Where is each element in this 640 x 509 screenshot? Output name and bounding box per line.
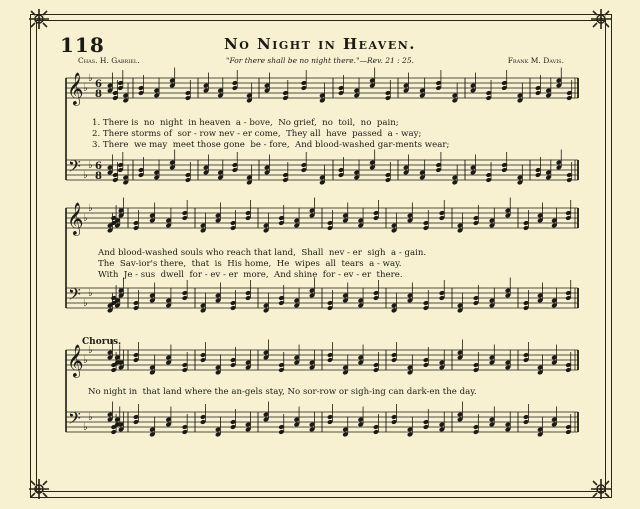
lyric-line: No night in that land where the an-gels stay, No sor-row or sigh-ing can dark-en the day.: [88, 387, 477, 397]
flat-icon: ♭: [83, 213, 88, 224]
lyric-line: And blood-washed souls who reach that land, Shall nev - er sigh a - gain.: [98, 248, 427, 258]
flat-icon: ♭: [88, 73, 93, 84]
treble-clef-icon: 𝄞: [67, 72, 84, 105]
flat-icon: ♭: [88, 288, 93, 299]
time-signature-denominator: 8: [95, 171, 102, 182]
time-signature-numerator: 6: [95, 161, 102, 172]
flat-icon: ♭: [83, 170, 88, 181]
composer-credit: Chas. H. Gabriel.: [78, 56, 140, 65]
bass-clef-icon: 𝄢: [68, 408, 81, 432]
time-signature-numerator: 6: [95, 79, 102, 90]
bass-clef-icon: 𝄢: [68, 156, 81, 180]
hymn-number: 118: [60, 33, 105, 57]
verse-lyrics-system-2: [0, 248, 640, 298]
hymn-title: No Night in Heaven.: [224, 35, 416, 53]
lyric-line: With Je - sus dwell for - ev - er more, And shine for - ev - er there.: [98, 270, 403, 280]
treble-clef-icon: 𝄞: [67, 202, 84, 235]
lyric-line: 2. There storms of sor - row nev - er come, They all have passed a - way;: [92, 129, 422, 139]
bass-clef-icon: 𝄢: [68, 284, 81, 308]
treble-clef-icon: 𝄞: [67, 344, 84, 377]
lyric-line: 1. There is no night in heaven a - bove, No grief, no toil, no pain;: [92, 118, 399, 128]
verse-lyrics-system-1: [0, 118, 640, 168]
chorus-lyrics: [0, 387, 640, 417]
lyric-line: 3. There we may meet those gone be - fore, And blood-washed gar-ments wear;: [92, 140, 450, 150]
lyric-line: The Sav-ior's there, that is His home, He wipes all tears a - way.: [98, 259, 402, 269]
lyricist-credit: Frank M. Davis.: [507, 56, 564, 65]
flat-icon: ♭: [83, 298, 88, 309]
flat-icon: ♭: [88, 412, 93, 423]
flat-icon: ♭: [88, 345, 93, 356]
flat-icon: ♭: [83, 83, 88, 94]
flat-icon: ♭: [88, 160, 93, 171]
flat-icon: ♭: [88, 203, 93, 214]
flat-icon: ♭: [83, 422, 88, 433]
flat-icon: ♭: [83, 355, 88, 366]
chorus-label: Chorus.: [82, 337, 122, 347]
scripture-epigraph: "For there shall be no night there."—Rev. 21 : 25.: [226, 56, 414, 65]
time-signature-denominator: 8: [95, 89, 102, 100]
